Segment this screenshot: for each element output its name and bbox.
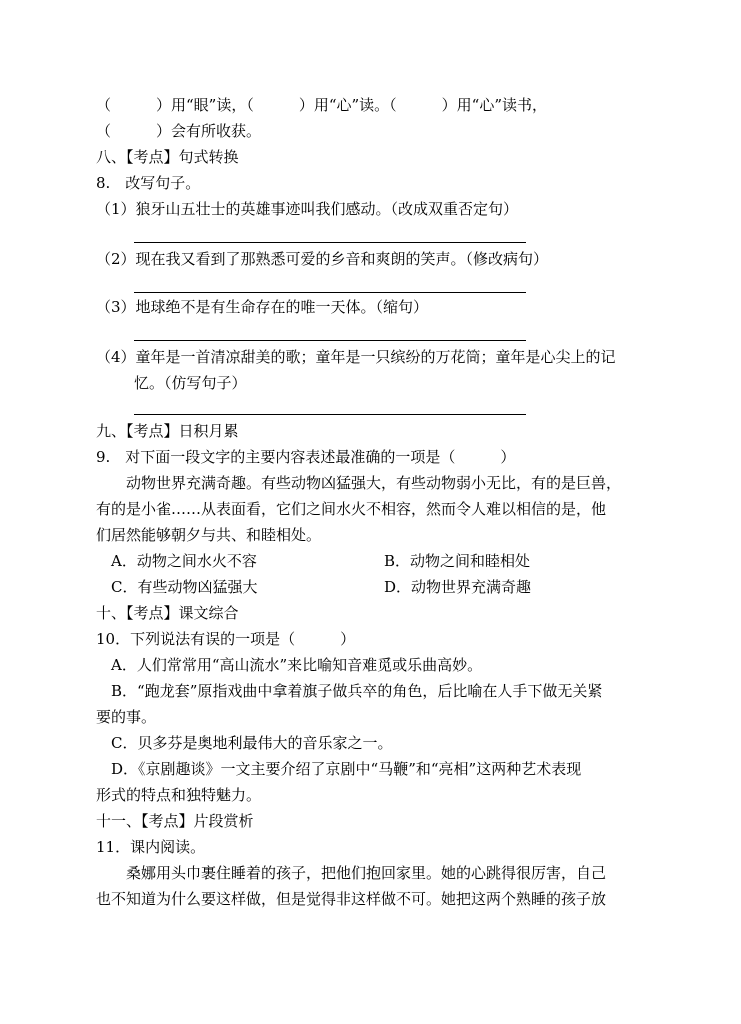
answer-line [134,414,526,415]
section-heading: 十一、【考点】片段赏析 [96,812,254,830]
option-a: A．人们常常用“高山流水”来比喻知音难觅或乐曲高妙。 [111,656,483,674]
section-heading: 十、【考点】课文综合 [96,604,239,622]
option-b-cont: 要的事。 [96,708,157,726]
answer-line [134,242,526,243]
option-b: B．“跑龙套”原指戏曲中拿着旗子做兵卒的角色，后比喻在人手下做无关紧 [111,682,603,700]
sub-question: （4）童年是一首清凉甜美的歌；童年是一只缤纷的万花筒；童年是心尖上的记 [96,348,616,366]
sub-question: （1）狼牙山五壮士的英雄事迹叫我们感动。（改成双重否定句） [96,200,519,218]
option-d: D．《京剧趣谈》一文主要介绍了京剧中“马鞭”和“亮相”这两种艺术表现 [111,760,582,778]
section-heading: 八、【考点】句式转换 [96,148,239,166]
answer-line [134,340,526,341]
text-line: （ ）会有所收获。 [96,122,262,140]
option-a: A．动物之间水火不容 [111,552,257,570]
answer-line [134,292,526,293]
passage-line: 有的是小雀……从表面看，它们之间水火不相容，然而令人难以相信的是，他 [96,500,607,518]
passage-line: 们居然能够朝夕与共、和睦相处。 [96,526,322,544]
option-c: C．有些动物凶猛强大 [111,578,258,596]
sub-question: （2）现在我又看到了那熟悉可爱的乡音和爽朗的笑声。（修改病句） [96,250,549,268]
question-title: 8. 改写句子。 [96,174,201,192]
passage-line: 桑娜用头巾裹住睡着的孩子，把他们抱回家里。她的心跳得很厉害，自己 [126,864,607,882]
question-title: 9. 对下面一段文字的主要内容表述最准确的一项是（ ） [96,448,516,466]
option-d-cont: 形式的特点和独特魅力。 [96,786,262,804]
text-line: （ ）用“眼”读，（ ）用“心”读。（ ）用“心”读书， [96,96,548,114]
option-c: C．贝多芬是奥地利最伟大的音乐家之一。 [111,734,393,752]
question-title: 11．课内阅读。 [96,838,206,856]
sub-question-cont: 忆。（仿写句子） [134,374,247,392]
question-title: 10．下列说法有误的一项是（ ） [96,630,356,648]
passage-line: 也不知道为什么要这样做，但是觉得非这样做不可。她把这两个熟睡的孩子放 [96,890,607,908]
sub-question: （3）地球绝不是有生命存在的唯一天体。（缩句） [96,298,429,316]
option-d: D．动物世界充满奇趣 [384,578,532,596]
passage-line: 动物世界充满奇趣。有些动物凶猛强大，有些动物弱小无比，有的是巨兽， [126,474,622,492]
option-b: B．动物之间和睦相处 [384,552,531,570]
section-heading: 九、【考点】日积月累 [96,422,239,440]
